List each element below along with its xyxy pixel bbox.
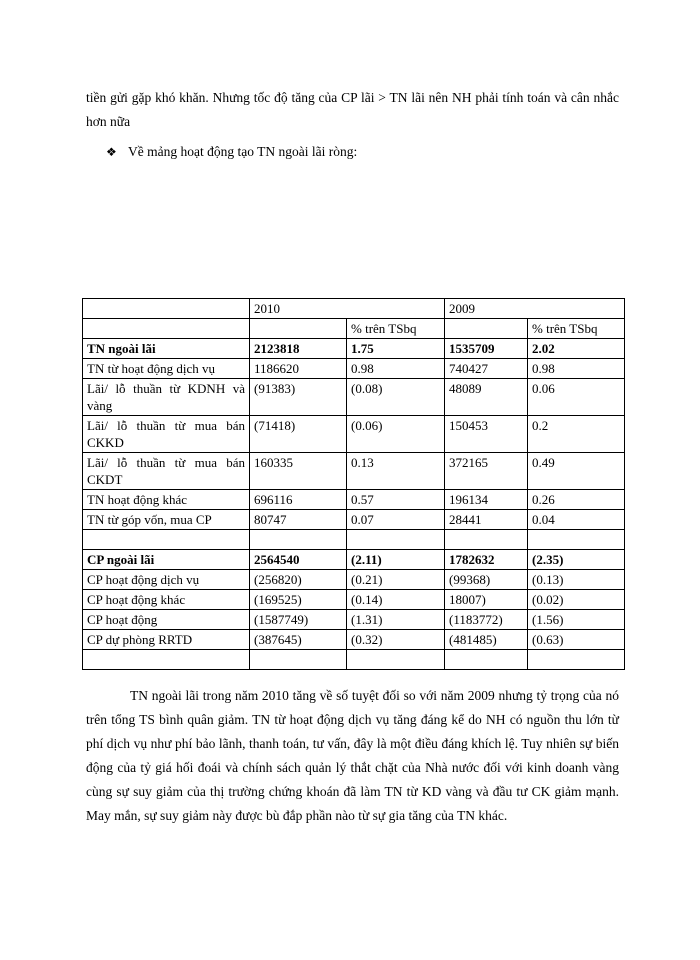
header-pct-2009: % trên TSbq: [528, 319, 625, 339]
non-interest-income-table: [82, 298, 625, 670]
pct-2010: 0.07: [347, 510, 445, 530]
header-empty-cell: [445, 319, 528, 339]
pct-2010: (0.14): [347, 590, 445, 610]
value-2009: 740427: [445, 359, 528, 379]
pct-2010: 0.57: [347, 490, 445, 510]
pct-2010: [347, 530, 445, 550]
row-label: [83, 530, 250, 550]
table-row: [83, 550, 625, 570]
pct-2010: 1.75: [347, 339, 445, 359]
value-2010: 80747: [250, 510, 347, 530]
value-2009: 372165: [445, 453, 528, 490]
pct-2009: 0.04: [528, 510, 625, 530]
pct-2009: 0.98: [528, 359, 625, 379]
pct-2009: (0.02): [528, 590, 625, 610]
value-2009: 18007): [445, 590, 528, 610]
row-label: CP hoạt động: [83, 610, 250, 630]
pct-2010: (0.06): [347, 416, 445, 453]
pct-2009: (0.13): [528, 570, 625, 590]
table-row: [83, 510, 625, 530]
table-row: [83, 453, 625, 490]
table-header-years: [83, 299, 625, 319]
pct-2010: 0.13: [347, 453, 445, 490]
row-label: CP dự phòng RRTD: [83, 630, 250, 650]
value-2010: (1587749): [250, 610, 347, 630]
value-2009: 48089: [445, 379, 528, 416]
pct-2009: 0.26: [528, 490, 625, 510]
value-2010: [250, 650, 347, 670]
pct-2009: 0.06: [528, 379, 625, 416]
pct-2009: (1.56): [528, 610, 625, 630]
section-heading-text: Về mảng hoạt động tạo TN ngoài lãi ròng:: [128, 144, 358, 159]
table-row: [83, 630, 625, 650]
pct-2010: 0.98: [347, 359, 445, 379]
row-label: Lãi/ lỗ thuần từ mua bán CKDT: [83, 453, 250, 490]
row-label: TN từ góp vốn, mua CP: [83, 510, 250, 530]
pct-2009: 0.49: [528, 453, 625, 490]
row-label: TN ngoài lãi: [83, 339, 250, 359]
value-2009: 196134: [445, 490, 528, 510]
row-label: CP hoạt động dịch vụ: [83, 570, 250, 590]
value-2010: (256820): [250, 570, 347, 590]
header-empty-cell: [83, 299, 250, 319]
value-2009: (1183772): [445, 610, 528, 630]
pct-2009: [528, 650, 625, 670]
diamond-bullet-icon: ❖: [106, 145, 117, 159]
value-2010: (71418): [250, 416, 347, 453]
value-2009: 150453: [445, 416, 528, 453]
pct-2010: (0.32): [347, 630, 445, 650]
row-label: CP ngoài lãi: [83, 550, 250, 570]
table-row: [83, 490, 625, 510]
pct-2009: 0.2: [528, 416, 625, 453]
pct-2010: (2.11): [347, 550, 445, 570]
pct-2010: [347, 650, 445, 670]
pct-2010: (0.21): [347, 570, 445, 590]
header-empty-cell: [250, 319, 347, 339]
summary-paragraph: TN ngoài lãi trong năm 2010 tăng về số tuyệt đối so với năm 2009 nhưng tỷ trọng của nó trên tổng TS bình quân giảm. TN từ hoạt động dịch vụ tăng đáng kể do NH có nguồn thu lớn từ phí dịch vụ như phí bảo lãnh, thanh toán, tư vấn, đây là một điều đáng khích lệ. Tuy nhiên sự biến động của tỷ giá hối đoái và chính sách quản lý thắt chặt của Nhà nước đối với kinh doanh vàng cùng sự suy giảm của thị trường chứng khoán đã làm TN từ KD vàng và đầu tư CK giảm mạnh. May mắn, sự suy giảm này được bù đắp phần nào từ sự gia tăng của TN khác.: [86, 688, 619, 823]
pct-2009: (2.35): [528, 550, 625, 570]
value-2009: (99368): [445, 570, 528, 590]
value-2009: 28441: [445, 510, 528, 530]
value-2009: (481485): [445, 630, 528, 650]
value-2010: 696116: [250, 490, 347, 510]
pct-2009: (0.63): [528, 630, 625, 650]
table-row: [83, 570, 625, 590]
table-row: [83, 339, 625, 359]
value-2010: (91383): [250, 379, 347, 416]
row-label: Lãi/ lỗ thuần từ mua bán CKKD: [83, 416, 250, 453]
value-2009: [445, 650, 528, 670]
pct-2009: 2.02: [528, 339, 625, 359]
row-label: Lãi/ lỗ thuần từ KDNH và vàng: [83, 379, 250, 416]
pct-2010: (0.08): [347, 379, 445, 416]
header-year-2010: 2010: [250, 299, 445, 319]
intro-paragraph: tiền gửi gặp khó khăn. Nhưng tốc độ tăng của CP lãi > TN lãi nên NH phải tính toán và cân nhắc hơn nữa: [86, 90, 619, 129]
value-2010: (169525): [250, 590, 347, 610]
row-label: CP hoạt động khác: [83, 590, 250, 610]
value-2010: 2564540: [250, 550, 347, 570]
row-label: TN từ hoạt động dịch vụ: [83, 359, 250, 379]
table-row: [83, 379, 625, 416]
header-year-2009: 2009: [445, 299, 625, 319]
table-row: [83, 650, 625, 670]
table-row: [83, 359, 625, 379]
row-label: [83, 650, 250, 670]
table-row: [83, 530, 625, 550]
value-2010: 2123818: [250, 339, 347, 359]
section-heading: [106, 142, 357, 162]
value-2010: [250, 530, 347, 550]
value-2010: 160335: [250, 453, 347, 490]
table-header-subcolumns: [83, 319, 625, 339]
table-row: [83, 416, 625, 453]
value-2009: 1782632: [445, 550, 528, 570]
value-2009: 1535709: [445, 339, 528, 359]
table-row: [83, 590, 625, 610]
pct-2009: [528, 530, 625, 550]
header-pct-2010: % trên TSbq: [347, 319, 445, 339]
header-empty-cell: [83, 319, 250, 339]
value-2010: 1186620: [250, 359, 347, 379]
value-2009: [445, 530, 528, 550]
table-row: [83, 610, 625, 630]
value-2010: (387645): [250, 630, 347, 650]
row-label: TN hoạt động khác: [83, 490, 250, 510]
pct-2010: (1.31): [347, 610, 445, 630]
